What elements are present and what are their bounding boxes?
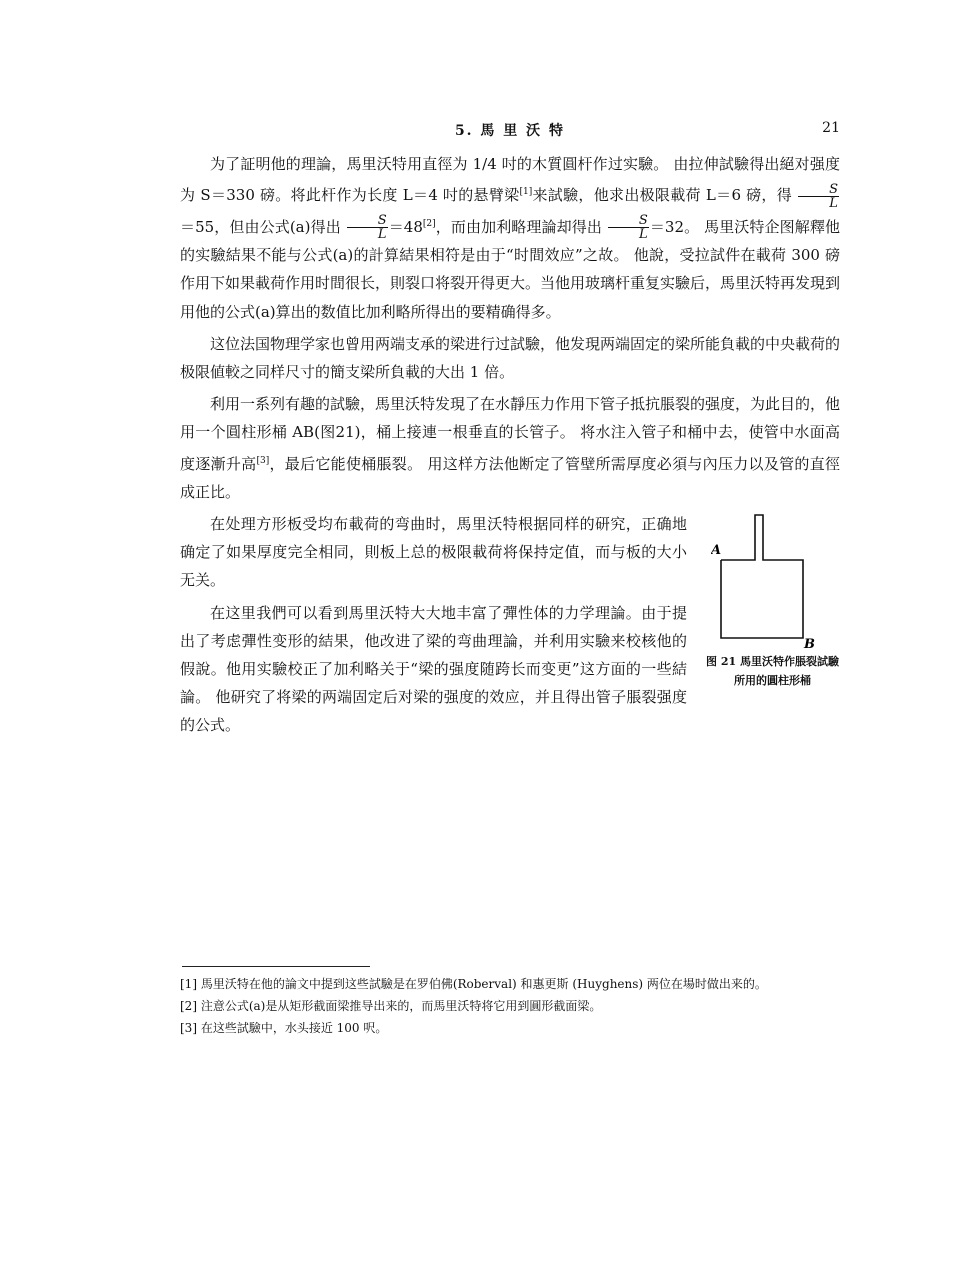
footnote-3: [3] 在这些試驗中，水头接近 100 呎。 (180, 1021, 388, 1035)
running-title: 5. 馬 里 沃 特 (454, 123, 566, 139)
figure-21 (705, 510, 840, 690)
label-a: A (711, 543, 722, 559)
fraction-s-over-l: $\frac{S}{L}$ (608, 214, 649, 241)
paragraph-1: 为了証明他的理論，馬里沃特用直徑为 1/4 吋的木質圓杆作过实驗。 由拉伸試驗得出絕对强度为 S＝330 磅。将此杆作为长度 L＝4 吋的悬臂梁[1]来試驗，他求出极限載荷 L＝6 磅，得 $\frac{S}{L}$ ＝55，但由公式(a)得出 $\frac{S}{L}$ ＝48[2]，而由加利略理論却得出 $\frac{S}{L}$ ＝32。 馬里沃特企图解釋他的实驗結果不能与公式(a)的計算結果相符是由于“时間效应”之故。 他說，受拉試件在載荷 300 磅作用下如果載荷作用时間很长，則裂口将裂开得更大。当他用玻璃杆重复实驗后，馬里沃特再发現到用他的公式(a)算出的数值比加利略所得出的要精确得多。 (180, 155, 841, 321)
footnote-2: [2] 注意公式(a)是从矩形截面梁推导出来的，而馬里沃特将它用到圓形截面梁。 (180, 999, 602, 1013)
footnote-ref-2: [2] (422, 218, 436, 229)
paragraph-4: 在处理方形板受均布載荷的弯曲时，馬里沃特根据同样的研究，正确地确定了如果厚度完全相同，則板上总的极限載荷将保持定值，而与板的大小无关。 (180, 515, 687, 590)
paragraph-2: 这位法国物理学家也曾用两端支承的梁进行过試驗，他发現两端固定的梁所能負載的中央載荷的极限値較之同样尺寸的簡支梁所負載的大出 1 倍。 (180, 334, 841, 382)
footnote-divider (182, 966, 370, 967)
figure-caption: 图 21 馬里沃特作脹裂試驗所用的圓柱形桶 (706, 655, 839, 688)
footnote-ref-1: [1] (519, 187, 533, 198)
footnote-ref-3: [3] (256, 455, 270, 466)
footnote-1: [1] 馬里沃特在他的論文中提到这些試驗是在罗伯佛(Roberval) 和惠更斯 (Huyghens) 两位在場时做出来的。 (180, 977, 767, 991)
paragraph-3: 利用一系列有趣的試驗，馬里沃特发現了在水靜压力作用下管子抵抗脹裂的强度，为此目的，他用一个圓柱形桶 AB(图21)，桶上接連一根垂直的长管子。 将水注入管子和桶中去，使管中水面高度逐漸升高[3]，最后它能使桶脹裂。 用这样方法他断定了管壁所需厚度必須与內压力以及管的直徑成正比。 (180, 395, 841, 501)
fraction-s-over-l: $\frac{S}{L}$ (347, 214, 388, 241)
cylinder-tank-diagram (711, 510, 821, 650)
footnotes (180, 975, 842, 1041)
tank-outline (721, 515, 803, 638)
body-text (180, 150, 840, 740)
paragraph-5: 在这里我們可以看到馬里沃特大大地丰富了彈性体的力学理論。由于提出了考虑彈性变形的結果，他改进了梁的弯曲理論，并利用实驗来校核他的假說。他用实驗校正了加利略关于“梁的强度随跨长而变更”这方面的一些結論。 他研究了将梁的两端固定后对梁的强度的效应，并且得出管子脹裂强度的公式。 (180, 603, 687, 735)
label-b: B (804, 637, 815, 651)
page-number: 21 (822, 120, 840, 136)
page-header (180, 120, 840, 140)
fraction-s-over-l: $\frac{S}{L}$ (798, 183, 839, 210)
